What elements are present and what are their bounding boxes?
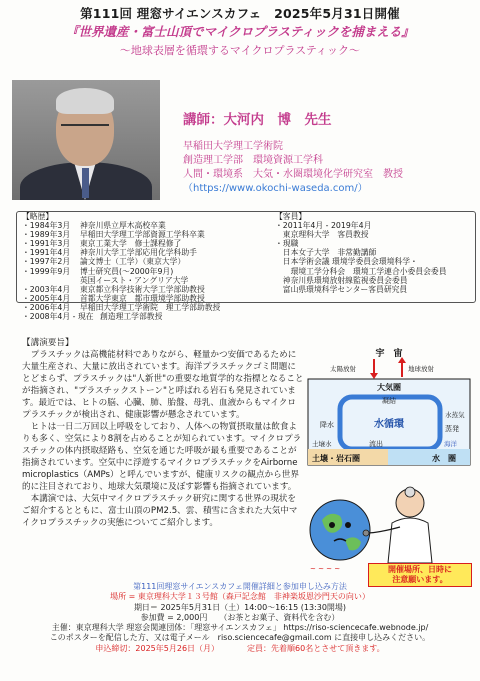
event-details (30, 582, 450, 654)
doctor-coat (388, 518, 432, 563)
guest-item: ・2011年4月 - 2019年4月 (275, 221, 372, 231)
diagram-hydro-label: 水 圏 (432, 454, 456, 463)
guest-positions (275, 212, 447, 294)
details-apply: このポスターを配信した方、又は電子メール riso.sciencecafe@gmail.com に直接申し込みください。 (49, 633, 431, 643)
diagram-soilwater-label: 土壌水 (312, 440, 332, 448)
guest-item: 富山県環境科学センター客員研究員 (275, 284, 408, 294)
details-host: 主催：東京理科大学 理窓会関連団体：「理窓サイエンスカフェ」 https://riso-sciencecafe.webnode.jp/ (51, 623, 429, 633)
lecture-summary (22, 337, 304, 529)
details-deadline: 申込締切：2025年5月26日（月） 定員：先着順60名とさせて頂きます。 (95, 643, 385, 653)
svg-text:~ ~ ~ ~: ~ ~ ~ ~ (310, 565, 341, 573)
notice-line-1: 開催場所、日時に (388, 565, 452, 574)
speaker-website-link[interactable]: （https://www.okochi-waseda.com/） (183, 183, 368, 194)
career-item: ・2008年4月 - 現在 創造理工学部教授 (22, 312, 163, 322)
diagram-runoff-label: 流出 (369, 440, 383, 448)
diagram-condense-label: 凝結 (382, 397, 396, 405)
notice-line-2: 注意願います。 (392, 575, 448, 584)
guest-item: 日本学術会議 環境学委員会環境科学・ (275, 257, 418, 267)
event-title: 第111回 理窓サイエンスカフェ 2025年5月31日開催 (80, 6, 400, 21)
lecture-headline: 『世界遺産・富士山頂でマイクロプラスティックを捕まえる』 (66, 24, 414, 39)
guest-item: 東京理科大学 客員教授 (275, 230, 369, 240)
details-datetime: 期日＝ 2025年5月31日（土）14:00～16:15 (13:30開場) (133, 602, 347, 612)
diagram-evap-label: 蒸発 (445, 425, 459, 433)
diagram-space-label: 宇 宙 (375, 349, 403, 359)
speaker-affiliation-lab: 人間・環境系 大気・水圏環境化学研究室 教授 (183, 169, 403, 180)
water-cycle-diagram (302, 345, 476, 471)
details-title: 第111回理窓サイエンスカフェ開催詳細と参加申し込み方法 (133, 582, 347, 591)
sea-band (388, 449, 470, 465)
diagram-cycle-label: 水循環 (374, 419, 404, 430)
earth-doctor-illustration (300, 475, 450, 575)
lecture-paragraph: ヒトは一日二万回以上呼吸をしており、人体への物質摂取量は飲食よりも多く、空気により8割を占めることが知られています。マイクロプラスチックの体内摂取経路も、空気を通じた呼吸が最も重要であることが指摘されています。空気中に浮遊するマイクロプラスチックをAirborne microplastics（AMPs）と呼んでいますが、健康リスクの観点から世界的に注目されており、地球大気環境に及ぼす影響も指摘されています。 (22, 422, 302, 492)
lecture-heading: 【講演要旨】 (22, 338, 74, 348)
speaker-name: 講師：大河内 博 先生 (183, 112, 332, 128)
diagram-vapor-label: 水蒸気 (445, 411, 465, 419)
guest-item: 神奈川県環境放射線監視委員会委員 (275, 275, 408, 285)
speaker-photo (12, 80, 160, 200)
career-item: ・1991年3月 東京工業大学 修士課程修了 (22, 239, 182, 249)
details-fee: 参加費 = 2,000円 （お茶とお菓子、資料代を含む） (140, 612, 340, 622)
speaker-affiliation-university: 早稲田大学理工学術院 (183, 141, 283, 152)
guest-item: 日本女子大学 非常勤講師 (275, 248, 377, 258)
diagram-sea-label: 海洋 (444, 440, 457, 448)
career-heading: 【略歴】 (22, 212, 54, 221)
earth-icon (310, 500, 370, 560)
career-item: ・1989年3月 早稲田大学理工学部資源工学科卒業 (22, 230, 205, 240)
career-item: ・1984年3月 神奈川県立厚木高校卒業 (22, 221, 166, 231)
lecture-paragraph: 本講演では、大気中マイクロプラスチック研究に関する世界の現状をご紹介するとともに、富士山頂のPM2.5、雲、積雪に含まれた大気中マイクロプラスチックの実態についてご紹介します。 (22, 494, 298, 528)
diagram-atmosphere-label: 大気圏 (377, 383, 401, 392)
guest-item: ・現職 (275, 239, 299, 249)
career-item: ・1997年2月 論文博士（工学）（東京大学） (22, 257, 186, 267)
diagram-earthrad-label: 地球放射 (408, 365, 434, 373)
career-item: ・1999年9月 博士研究員(～2000年9月) (22, 266, 174, 276)
career-list (22, 212, 220, 321)
speaker-affiliation-department: 創造理工学部 環境資源工学科 (183, 155, 323, 166)
career-item: ・2003年4月 東京都立科学技術大学工学部助教授 (22, 284, 205, 294)
diagram-solar-label: 太陽放射 (330, 365, 356, 373)
career-item: ・2005年4月 首都大学東京 都市環境学部助教授 (22, 293, 205, 303)
career-item: ・2006年4月 早稲田大学理工学術院 理工学部助教授 (22, 302, 221, 312)
diagram-precip-label: 降水 (320, 421, 334, 429)
guest-item: 環境工学分科会 環境工学連合小委員会委員 (275, 266, 447, 276)
solar-arrow-head (370, 373, 378, 379)
career-item: ・1991年4月 神奈川大学工学部応用化学科助手 (22, 248, 197, 258)
diagram-soil-label: 土壌・岩石圏 (312, 454, 360, 463)
lecture-subheadline: ～地球表層を循環するマイクロプラスティック～ (119, 44, 361, 57)
guest-heading: 【客員】 (275, 212, 307, 221)
career-item: 英国イースト・アングリア大学 (80, 275, 189, 285)
lecture-paragraph: プラスチックは高機能材料でありながら、軽量かつ安価であるために大量生産され、大量に放出されています。海洋プラスチックゴミ問題にとどまらず、プラスチックは"人新世"の重要な地質学的な指標となることが指摘され、"プラスチックストーン"と呼ばれる岩石も発見されています。最近では、ヒトの脳、心臓、肺、胎盤、母乳、血液からもマイクロプラスチックが検出され、健康影響が懸念されています。 (22, 350, 304, 420)
details-venue: 場所 = 東京理科大学１３号館（森戸記念館 非神楽坂恩沙門天の向い） (110, 592, 370, 602)
